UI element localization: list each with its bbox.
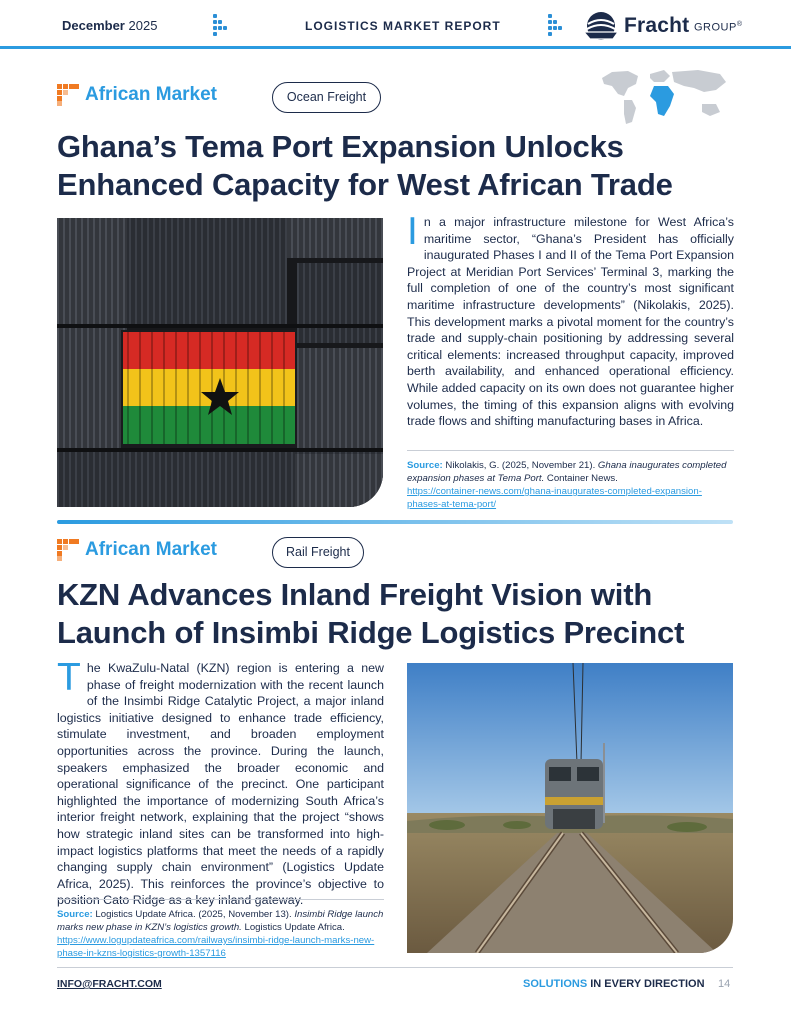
market-tag <box>57 539 217 561</box>
header-divider <box>0 46 791 49</box>
category-pill[interactable]: Rail Freight <box>272 537 364 568</box>
drop-cap: T <box>57 656 81 699</box>
globe-ship-icon <box>582 10 620 42</box>
page-header <box>0 0 791 50</box>
article-body: The KwaZulu-Natal (KZN) region is entering a new phase of freight modernization with the recent launch of the Insimbi Ridge Catalytic Project, a major inland logistics initiative designed to enhance trade efficiency, stimulate investment, and broaden employment opportunities across the province. During the launch, speakers emphasized the broader economic and operational significance of the precinct. One participant highlighted the importance of modernizing South Africa’s interior freight network, explaining that the project “shows how strategic inland sites can be transformed into high-impact logistics platforms that meet the needs of a rapidly changing supply chain environment” (Logistics Update Africa, 2025). This reinforces the province’s objective to position Cato Ridge as a key inland gateway. <box>57 656 384 908</box>
market-label: African Market <box>85 84 217 105</box>
market-tag <box>57 84 217 106</box>
page-number: 14 <box>718 978 731 990</box>
dots-icon <box>213 14 227 36</box>
article-headline: KZN Advances Inland Freight Vision with Launch of Insimbi Ridge Logistics Precinct <box>57 577 685 650</box>
logo-group: GROUP® <box>694 21 743 34</box>
article-source: Source: Nikolakis, G. (2025, November 21). Ghana inaugurates completed expansion phases at Tema Port. Container News. https://container-news.com/ghana-inaugurates-completed-expansion-phases-at-tema-port/ <box>407 450 734 511</box>
footer-tagline: SOLUTIONS IN EVERY DIRECTION <box>523 978 705 990</box>
footer-divider <box>57 967 733 968</box>
logo-name: Fracht <box>624 14 690 37</box>
squares-icon <box>57 539 79 561</box>
market-label: African Market <box>85 539 217 560</box>
article-source: Source: Logistics Update Africa. (2025, November 13). Insimbi Ridge launch marks new phase in KZN’s logistics growth. Logistics Update Africa. https://www.logupdateafrica.com/railways/insimbi-ridge-launch-marks-new-phase-in-kzns-logistics-growth-1357116 <box>57 899 384 960</box>
squares-icon <box>57 84 79 106</box>
source-link[interactable]: https://container-news.com/ghana-inaugurates-completed-expansion-phases-at-tema-port/ <box>407 486 702 510</box>
ghana-container-image <box>57 218 383 507</box>
section-divider <box>57 520 733 524</box>
header-date: December 2025 <box>62 18 158 33</box>
dots-icon <box>548 14 562 36</box>
footer-email-link[interactable]: INFO@FRACHT.COM <box>57 978 162 990</box>
article-body: In a major infrastructure milestone for West Africa’s maritime sector, “Ghana’s President has officially inaugurated Phases I and II of the Tema Port Expansion Project at Meridian Port Services’ Terminal 3, marking the full completion of one of the country’s most significant maritime infrastructure developments” (Nikolakis, 2025). This development marks a pivotal moment for the country’s trade and supply-chain positioning by addressing several critical elements: increased throughput capacity, improved berth availability, and enhanced operational efficiency. While added capacity on its own does not guarantee higher volumes, the timing of this expansion aligns with evolving trade flows and shifting manufacturing bases in Africa. <box>407 210 734 429</box>
drop-cap: I <box>407 210 418 253</box>
article-headline: Ghana’s Tema Port Expansion Unlocks Enhanced Capacity for West African Trade <box>57 129 673 202</box>
category-pill[interactable]: Ocean Freight <box>272 82 381 113</box>
report-title: LOGISTICS MARKET REPORT <box>305 19 501 33</box>
train-rail-image <box>407 663 733 953</box>
fracht-logo[interactable] <box>582 10 742 42</box>
world-map-icon <box>598 66 733 128</box>
source-link[interactable]: https://www.logupdateafrica.com/railways/insimbi-ridge-launch-marks-new-phase-in-kzns-logistics-growth-1357116 <box>57 935 375 959</box>
